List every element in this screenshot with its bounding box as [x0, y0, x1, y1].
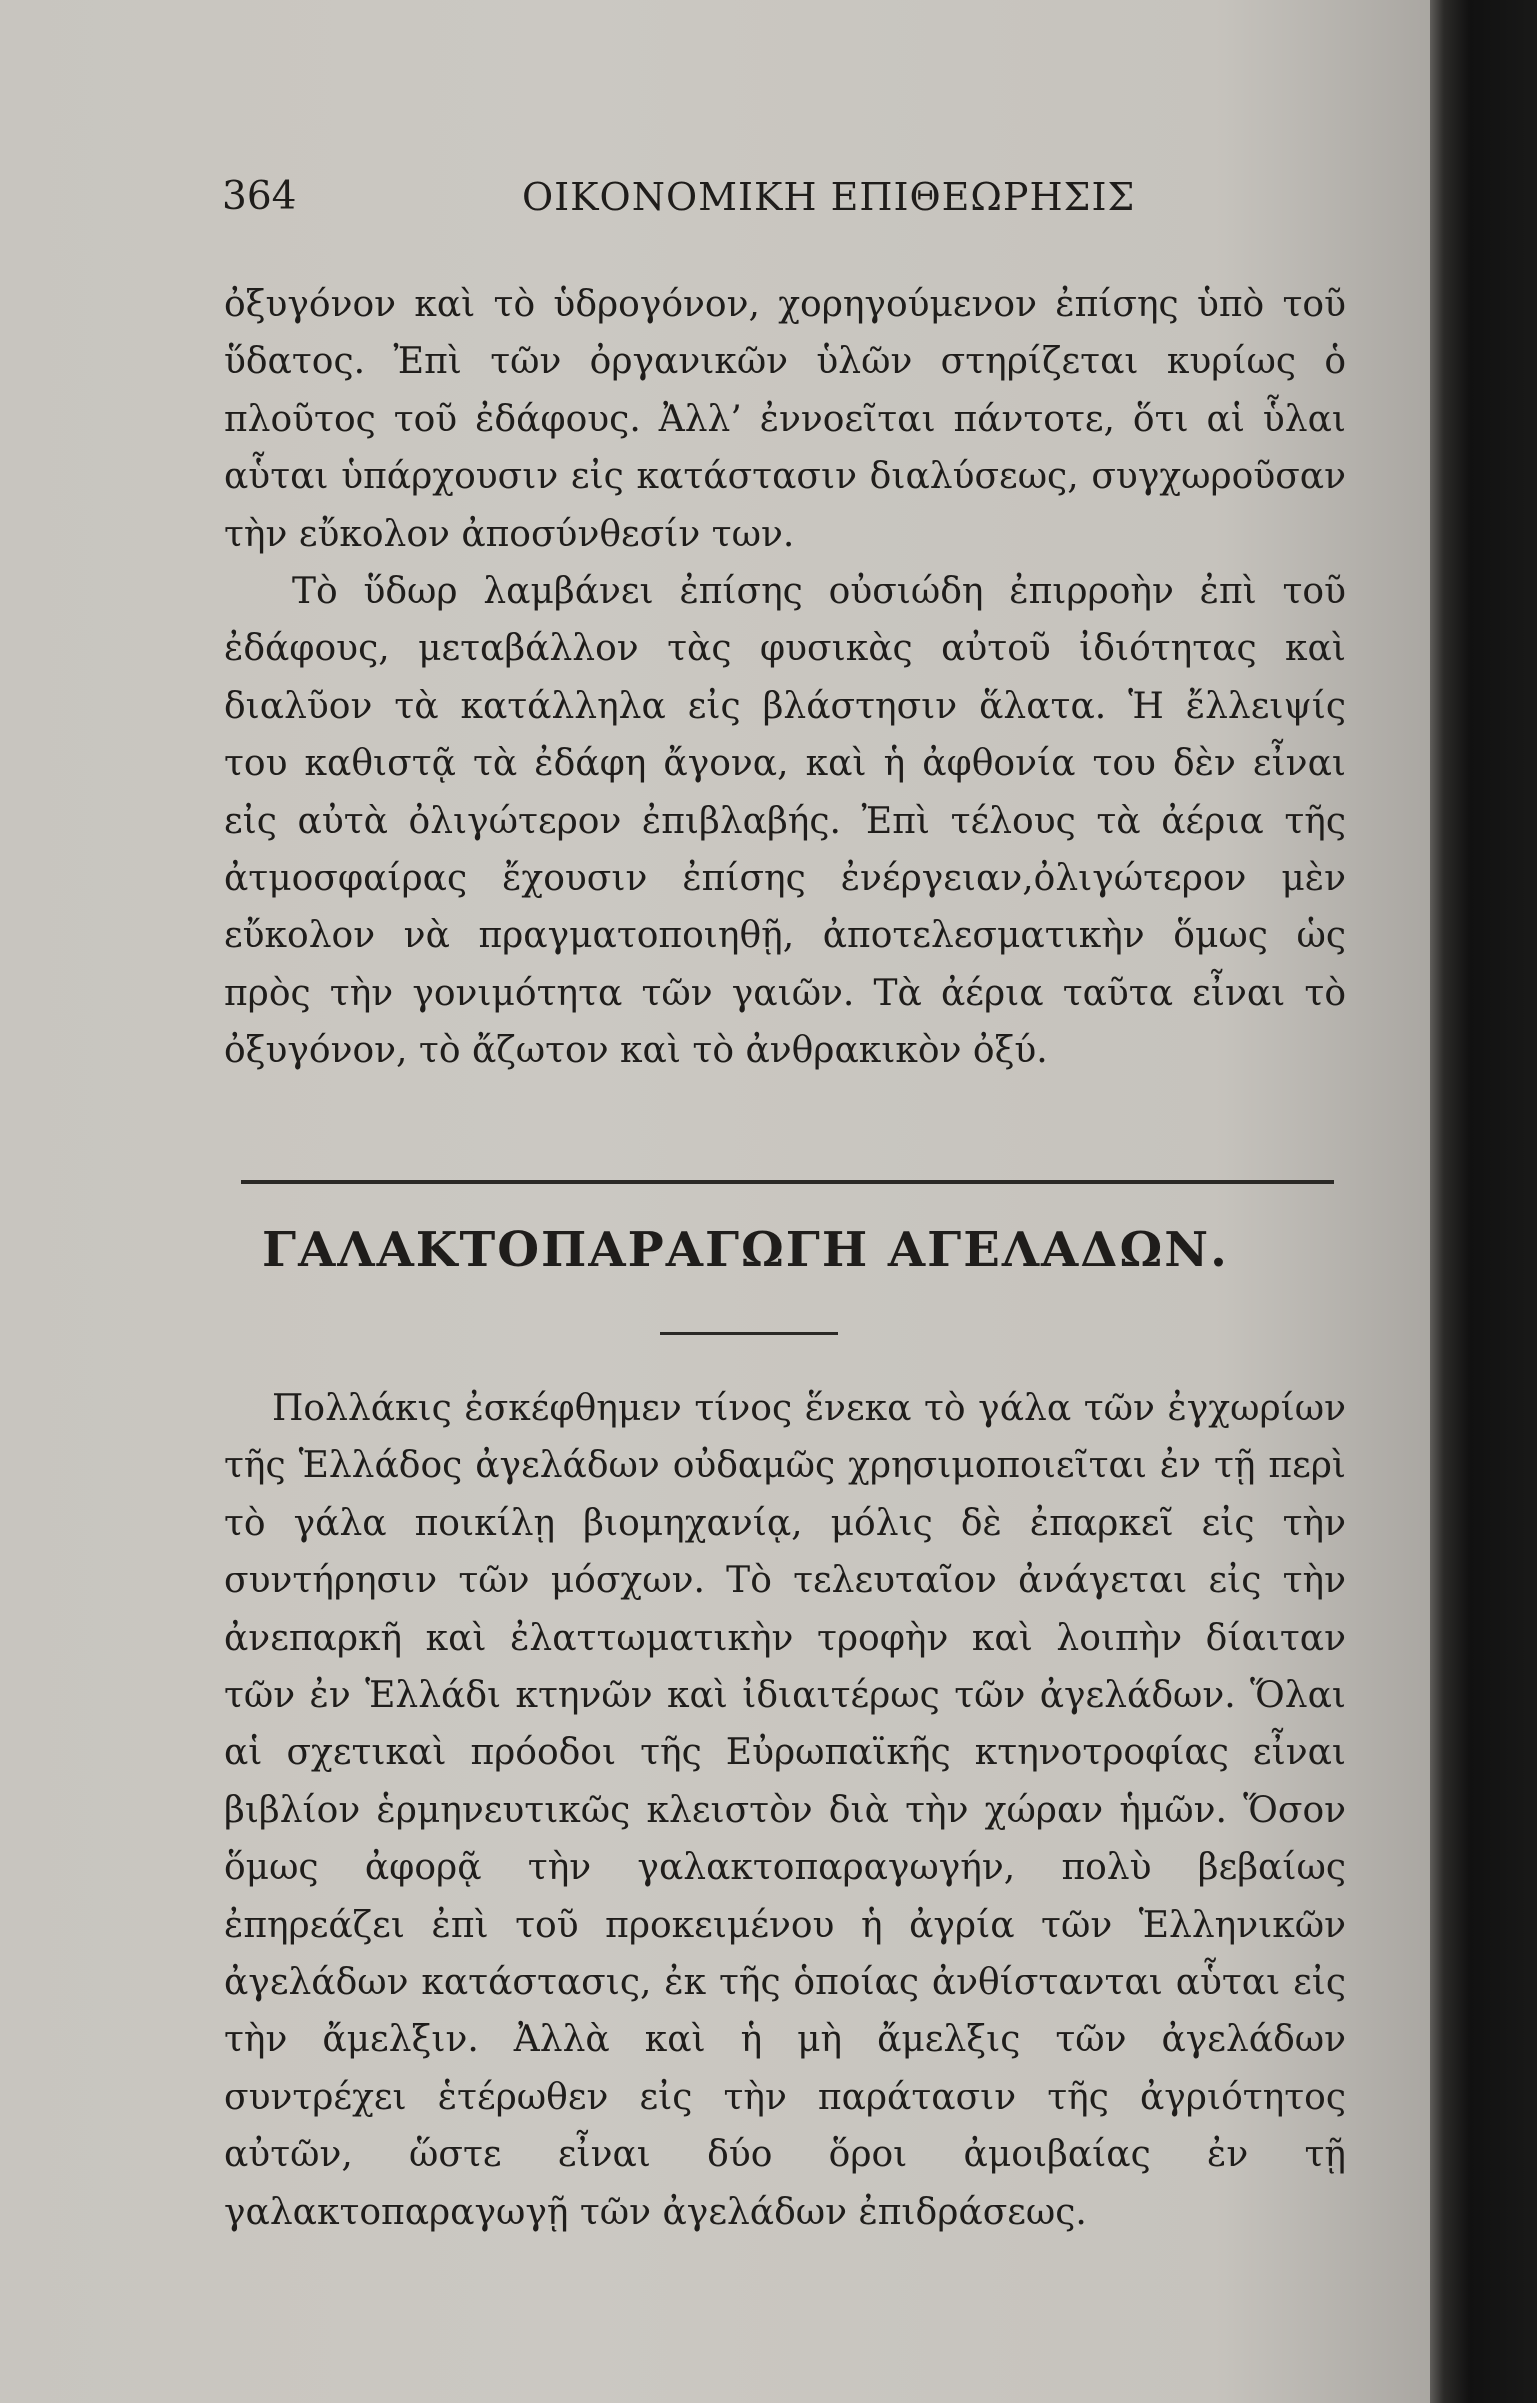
section-paragraph: Πολλάκις ἐσκέφθημεν τίνος ἕνεκα τὸ γάλα τῶν ἐγχωρίων τῆς Ἑλλάδος ἀγελάδων οὐδαμῶς χρησιμοποιεῖται ἐν τῇ περὶ τὸ γάλα ποικίλῃ βιομηχανίᾳ, μόλις δὲ ἐπαρκεῖ εἰς τὴν συντήρησιν τῶν μόσχων. Τὸ τελευταῖον ἀνάγεται εἰς τὴν ἀνεπαρκῆ καὶ ἐλαττωματικὴν τροφὴν καὶ λοιπὴν δίαιταν τῶν ἐν Ἑλλάδι κτηνῶν καὶ ἰδιαιτέρως τῶν ἀγελάδων. Ὅλαι αἱ σχετικαὶ πρόοδοι τῆς Εὐρωπαϊκῆς κτηνοτροφίας εἶναι βιβλίον ἑρμηνευτικῶς κλειστὸν διὰ τὴν χώραν ἡμῶν. Ὅσον ὅμως ἀφορᾷ τὴν γαλακτοπαραγωγήν, πολὺ βεβαίως ἐπηρεάζει ἐπὶ τοῦ προκειμένου ἡ ἀγρία τῶν Ἑλληνικῶν ἀγελάδων κατάστασις, ἐκ τῆς ὁποίας ἀνθίστανται αὗται εἰς τὴν ἄμελξιν. Ἀλλὰ καὶ ἡ μὴ ἄμελξις τῶν ἀγελάδων συντρέχει ἑτέρωθεν εἰς τὴν παράτασιν τῆς ἀγριότητος αὐτῶν, ὥστε εἶναι δύο ὅροι ἀμοιβαίας ἐν τῇ γαλακτοπαραγωγῇ τῶν ἀγελάδων ἐπιδράσεως. — [224, 1388, 1346, 2233]
page-header — [222, 174, 1222, 228]
running-head: ΟΙΚΟΝΟΜΙΚΗ ΕΠΙΘΕΩΡΗΣΙΣ — [522, 175, 1136, 219]
body-paragraph-1: ὀξυγόνον καὶ τὸ ὑδρογόνον, χορηγούμενον ἐπίσης ὑπὸ τοῦ ὕδατος. Ἐπὶ τῶν ὀργανικῶν ὑλῶν στηρίζεται κυρίως ὁ πλοῦτος τοῦ ἐδάφους. Ἀλλ’ ἐννοεῖται πάντοτε, ὅτι αἱ ὗλαι αὗται ὑπάρχουσιν εἰς κατάστασιν διαλύσεως, συγχωροῦσαν τὴν εὔκολον ἀποσύνθεσίν των. — [224, 284, 1346, 555]
body-paragraph-2: Τὸ ὕδωρ λαμβάνει ἐπίσης οὐσιώδη ἐπιρροὴν ἐπὶ τοῦ ἐδάφους, μεταβάλλον τὰς φυσικὰς αὐτοῦ ἰδιότητας καὶ διαλῦον τὰ κατάλληλα εἰς βλάστησιν ἅλατα. Ἡ ἔλλειψίς του καθιστᾷ τὰ ἐδάφη ἄγονα, καὶ ἡ ἀφθονία του δὲν εἶναι εἰς αὐτὰ ὀλιγώτερον ἐπιβλαβής. Ἐπὶ τέλους τὰ ἀέρια τῆς ἀτμοσφαίρας ἔχουσιν ἐπίσης ἐνέργειαν,ὀλιγώτερον μὲν εὔκολον νὰ πραγματοποιηθῇ, ἀποτελεσματικὴν ὅμως ὡς πρὸς τὴν γονιμότητα τῶν γαιῶν. Τὰ ἀέρια ταῦτα εἶναι τὸ ὀξυγόνον, τὸ ἄζωτον καὶ τὸ ἀνθρακικὸν ὀξύ. — [224, 571, 1346, 1072]
title-underline-rule — [660, 1332, 838, 1335]
book-spine-shadow — [1430, 0, 1537, 2403]
section-divider-rule — [241, 1180, 1334, 1184]
section-title: ΓΑΛΑΚΤΟΠΑΡΑΓΩΓΗ ΑΓΕΛΑΔΩΝ. — [262, 1222, 1229, 1278]
page-number: 364 — [222, 174, 297, 219]
